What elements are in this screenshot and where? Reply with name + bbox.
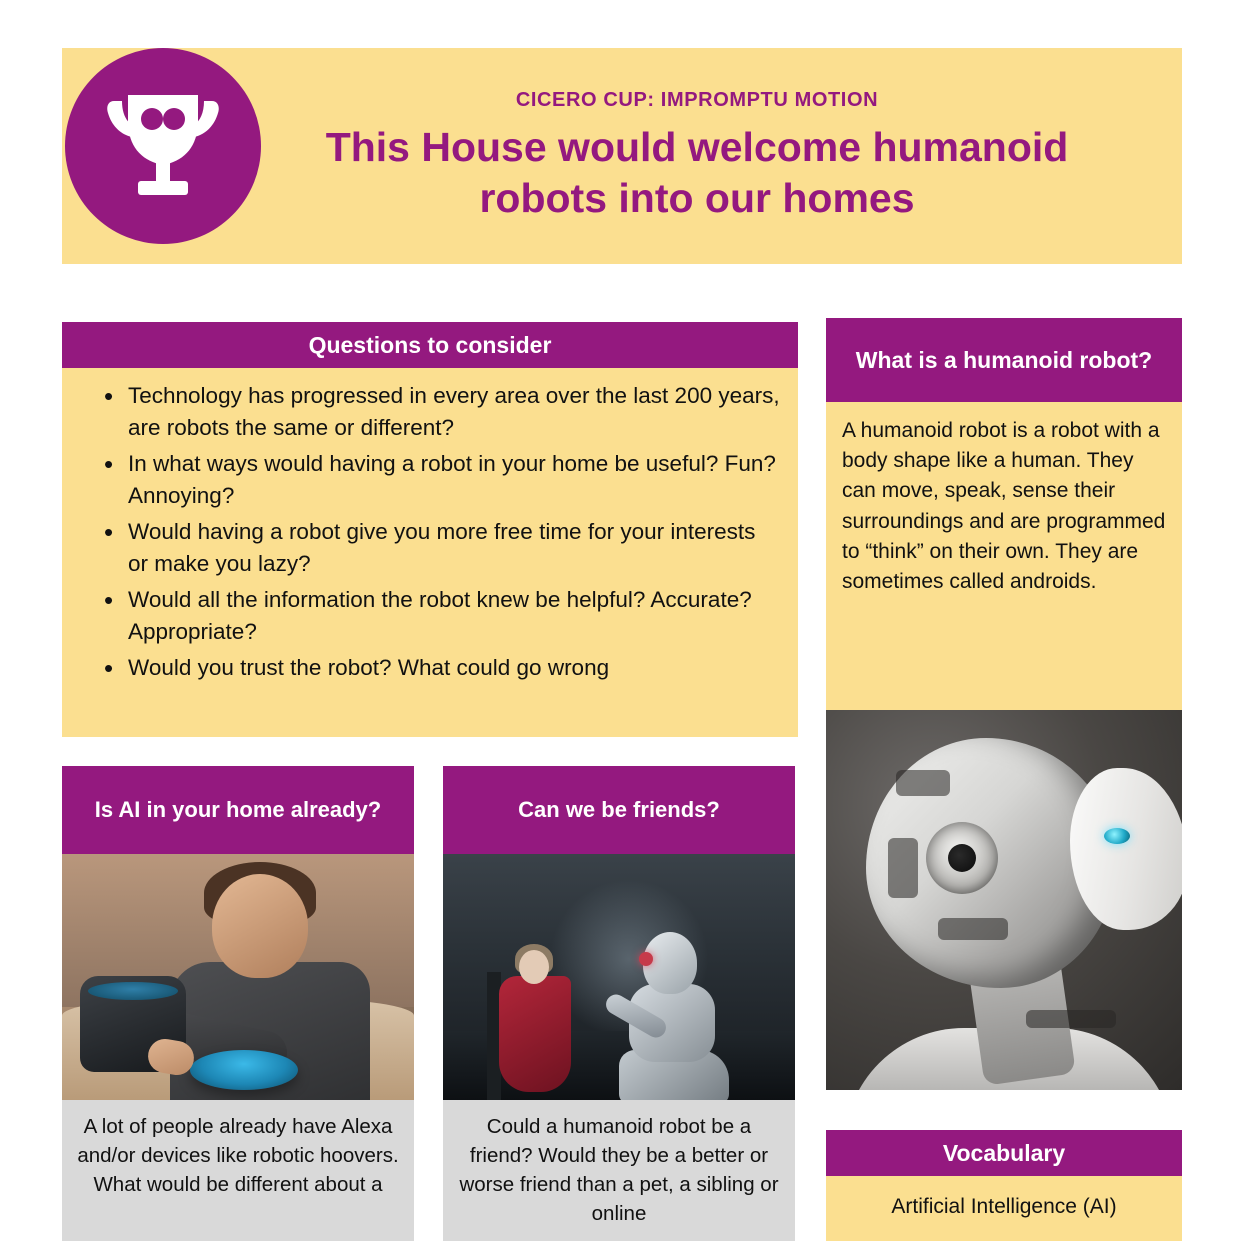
questions-panel-title: Questions to consider <box>62 322 798 368</box>
list-item: • Would all the information the robot knew be helpful? Accurate? Appropriate? <box>102 584 780 648</box>
header-kicker: CICERO CUP: IMPROMPTU MOTION <box>515 89 879 112</box>
trophy-icon <box>65 48 261 244</box>
list-item: • Would having a robot give you more free time for your interests or make you lazy? <box>102 516 780 580</box>
list-item: • Technology has progressed in every area over the last 200 years, are robots the same or different? <box>102 380 780 444</box>
humanoid-panel-title: What is a humanoid robot? <box>826 318 1182 402</box>
questions-panel <box>62 322 798 737</box>
friendship-card-body: Could a humanoid robot be a friend? Would they be a better or worse friend than a pet, a sibling or online <box>459 1115 779 1226</box>
vocabulary-panel <box>826 1130 1182 1241</box>
questions-list <box>62 380 798 683</box>
ai-at-home-card <box>62 766 414 1241</box>
vocabulary-entry: Artificial Intelligence (AI) <box>891 1195 1117 1218</box>
friendship-card-title: Can we be friends? <box>443 766 795 854</box>
ai-at-home-card-body: A lot of people already have Alexa and/or devices like robotic hoovers. What would be different about a <box>77 1115 399 1197</box>
girl-and-robot-photo <box>443 854 795 1100</box>
page-title: This House would welcome humanoid robots into our homes <box>325 124 1069 221</box>
child-with-smart-speaker-photo <box>62 854 414 1100</box>
friendship-card <box>443 766 795 1241</box>
list-item: • In what ways would having a robot in your home be useful? Fun? Annoying? <box>102 448 780 512</box>
humanoid-panel <box>826 318 1182 1090</box>
vocabulary-panel-title: Vocabulary <box>826 1130 1182 1176</box>
header-text-block <box>267 89 1127 222</box>
list-item: • Would you trust the robot? What could go wrong <box>102 652 780 684</box>
ai-at-home-card-title: Is AI in your home already? <box>62 766 414 854</box>
humanoid-robot-portrait-photo <box>826 710 1182 1090</box>
humanoid-panel-body: A humanoid robot is a robot with a body shape like a human. They can move, speak, sense their surroundings and are programmed to “think” on their own. They are sometimes called androids. <box>842 419 1166 594</box>
